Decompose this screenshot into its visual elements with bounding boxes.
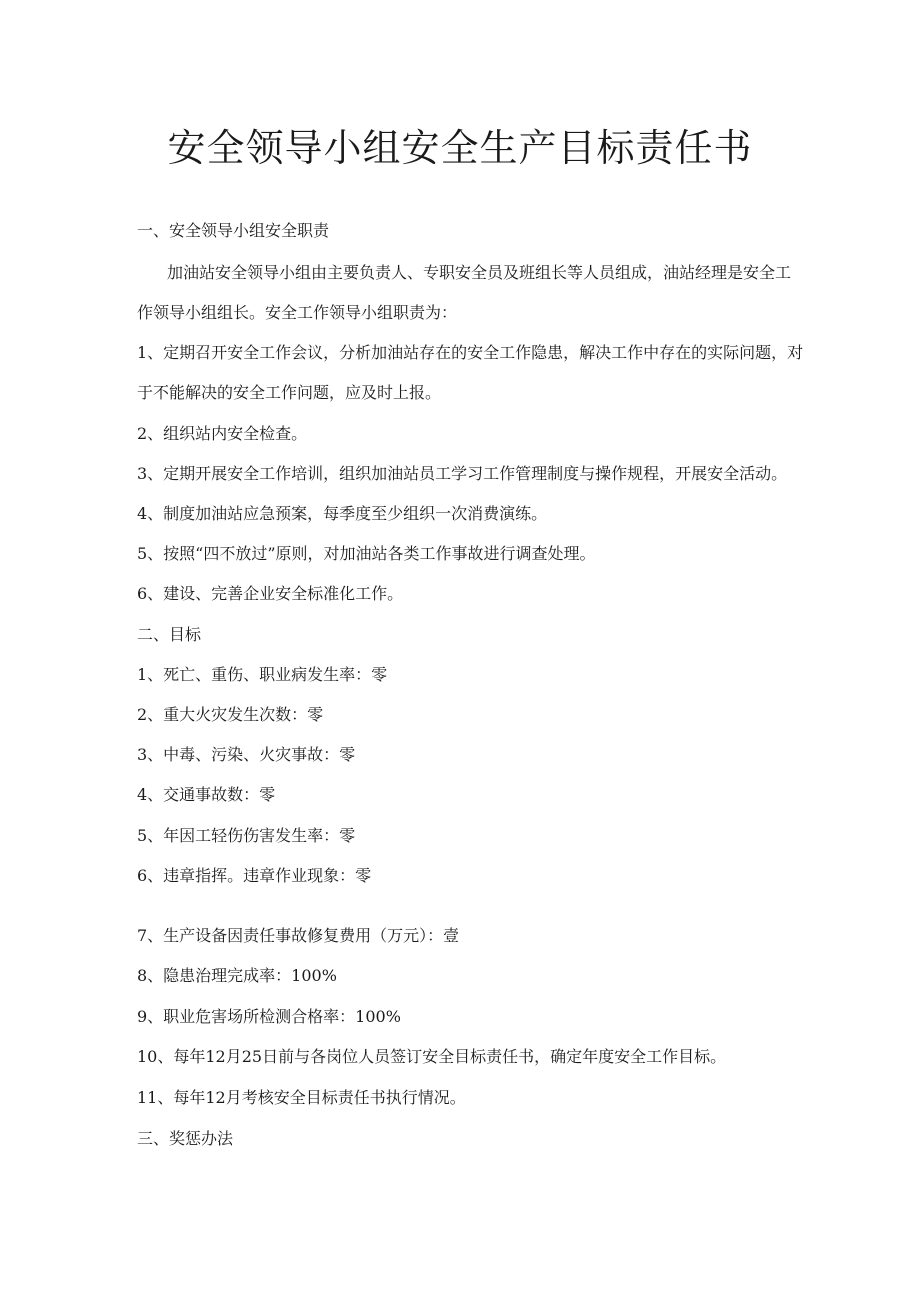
list-item: 5、按照“四不放过”原则，对加油站各类工作事故进行调查处理。 (137, 544, 596, 563)
list-item: 11、每年12月考核安全目标责任书执行情况。 (137, 1088, 466, 1107)
list-item: 10、每年12月25日前与各岗位人员签订安全目标责任书，确定年度安全工作目标。 (137, 1047, 727, 1066)
document-title: 安全领导小组安全生产目标责任书 (167, 126, 753, 170)
list-item: 4、交通事故数：零 (137, 785, 276, 804)
list-item: 4、制度加油站应急预案，每季度至少组织一次消费演练。 (137, 504, 548, 523)
list-item: 2、重大火灾发生次数：零 (137, 705, 324, 724)
list-item: 3、定期开展安全工作培训，组织加油站员工学习工作管理制度与操作规程，开展安全活动。 (137, 464, 788, 483)
list-item: 7、生产设备因责任事故修复费用（万元）：壹 (137, 926, 460, 945)
list-item: 5、年因工轻伤伤害发生率：零 (137, 826, 356, 845)
list-item: 1、死亡、重伤、职业病发生率：零 (137, 665, 388, 684)
list-item: 6、违章指挥。违章作业现象：零 (137, 866, 372, 885)
list-item: 3、中毒、污染、火灾事故：零 (137, 745, 356, 764)
list-item: 9、职业危害场所检测合格率：100% (137, 1007, 401, 1026)
paragraph-line: 作领导小组组长。安全工作领导小组职责为： (137, 303, 458, 322)
list-item-continuation: 于不能解决的安全工作问题，应及时上报。 (137, 383, 442, 402)
paragraph-line: 加油站安全领导小组由主要负责人、专职安全员及班组长等人员组成，油站经理是安全工 (167, 263, 792, 282)
list-item: 2、组织站内安全检查。 (137, 424, 308, 443)
list-item: 8、隐患治理完成率：100% (137, 966, 337, 985)
list-item: 6、建设、完善企业安全标准化工作。 (137, 584, 404, 603)
section-heading: 三、奖惩办法 (137, 1129, 234, 1148)
list-item: 1、定期召开安全工作会议，分析加油站存在的安全工作隐患，解决工作中存在的实际问题，对 (137, 343, 804, 362)
section-heading: 一、安全领导小组安全职责 (137, 221, 330, 240)
section-heading: 二、目标 (137, 625, 202, 644)
